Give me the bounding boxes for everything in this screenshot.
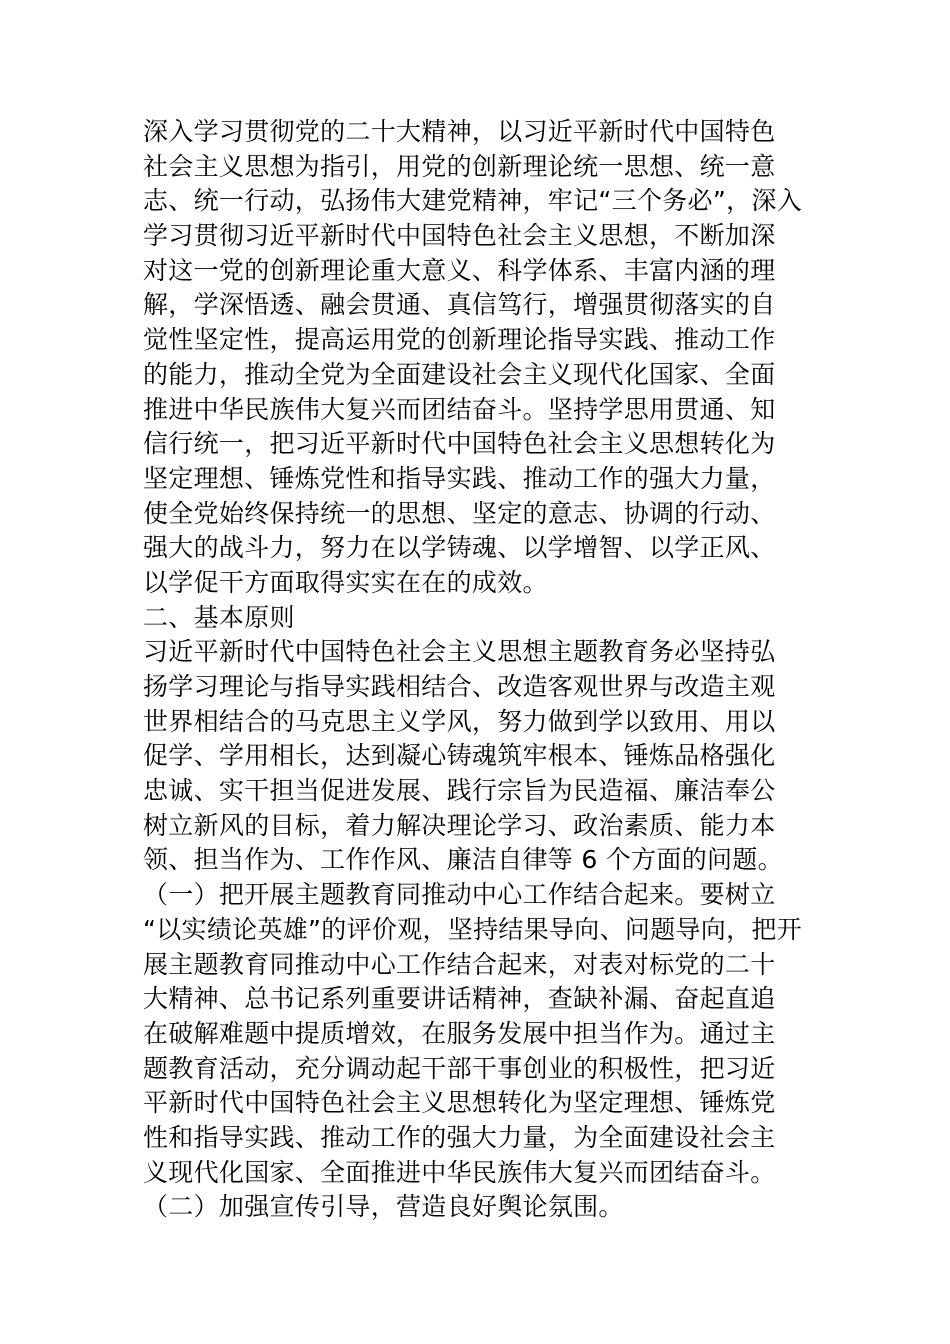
text-line: 促学、学用相长，达到凝心铸魂筑牢根本、锤炼品格强化: [143, 741, 776, 771]
text-line: 领、担当作为、工作作风、廉洁自律等 6 个方面的问题。: [143, 845, 783, 875]
text-line: 忠诚、实干担当促进发展、践行宗旨为民造福、廉洁奉公: [143, 776, 776, 806]
text-line: 学习贯彻习近平新时代中国特色社会主义思想，不断加深: [143, 221, 776, 251]
text-line: 习近平新时代中国特色社会主义思想主题教育务必坚持弘: [143, 637, 776, 667]
text-line: 推进中华民族伟大复兴而团结奋斗。坚持学思用贯通、知: [143, 394, 776, 424]
text-line: 信行统一，把习近平新时代中国特色社会主义思想转化为: [143, 429, 776, 459]
text-line: （一）把开展主题教育同推动中心工作结合起来。要树立: [143, 880, 776, 910]
text-line: 以学促干方面取得实实在在的成效。: [143, 567, 548, 597]
text-line: 扬学习理论与指导实践相结合、改造客观世界与改造主观: [143, 672, 776, 701]
text-line: 大精神、总书记系列重要讲话精神，查缺补漏、奋起直追: [143, 984, 776, 1014]
text-line: 坚定理想、锤炼党性和指导实践、推动工作的强大力量，: [143, 463, 776, 493]
text-line: 性和指导实践、推动工作的强大力量，为全面建设社会主: [143, 1122, 776, 1152]
text-line: 义现代化国家、全面推进中华民族伟大复兴而团结奋斗。: [143, 1157, 776, 1187]
section-heading: 二、基本原则: [143, 602, 295, 632]
text-line: 解，学深悟透、融会贯通、真信笃行，增强贯彻落实的自: [143, 290, 776, 320]
text-line: 深入学习贯彻党的二十大精神，以习近平新时代中国特色: [143, 117, 776, 146]
text-line: 世界相结合的马克思主义学风，努力做到学以致用、用以: [143, 706, 776, 736]
text-line: 志、统一行动，弘扬伟大建党精神，牢记“三个务必”，深入: [143, 186, 803, 216]
text-line: 平新时代中国特色社会主义思想转化为坚定理想、锤炼党: [143, 1088, 776, 1118]
text-line: 使全党始终保持统一的思想、坚定的意志、协调的行动、: [143, 498, 776, 528]
text-line: 展主题教育同推动中心工作结合起来，对表对标党的二十: [143, 949, 776, 979]
text-line: “以实绩论英雄”的评价观，坚持结果导向、问题导向，把开: [143, 914, 803, 944]
text-line: 社会主义思想为指引，用党的创新理论统一思想、统一意: [143, 151, 776, 181]
text-line: 树立新风的目标，着力解决理论学习、政治素质、能力本: [143, 810, 776, 840]
text-line: 在破解难题中提质增效，在服务发展中担当作为。通过主: [143, 1018, 776, 1048]
text-line: 题教育活动，充分调动起干部干事创业的积极性，把习近: [143, 1053, 776, 1083]
subsection-heading: （二）加强宣传引导，营造良好舆论氛围。: [143, 1192, 624, 1222]
document-body: [143, 115, 807, 1225]
text-line: 对这一党的创新理论重大意义、科学体系、丰富内涵的理: [143, 255, 776, 285]
text-line: 强大的战斗力，努力在以学铸魂、以学增智、以学正风、: [143, 533, 776, 563]
text-line: 的能力，推动全党为全面建设社会主义现代化国家、全面: [143, 359, 776, 389]
text-line: 觉性坚定性，提高运用党的创新理论指导实践、推动工作: [143, 325, 776, 355]
